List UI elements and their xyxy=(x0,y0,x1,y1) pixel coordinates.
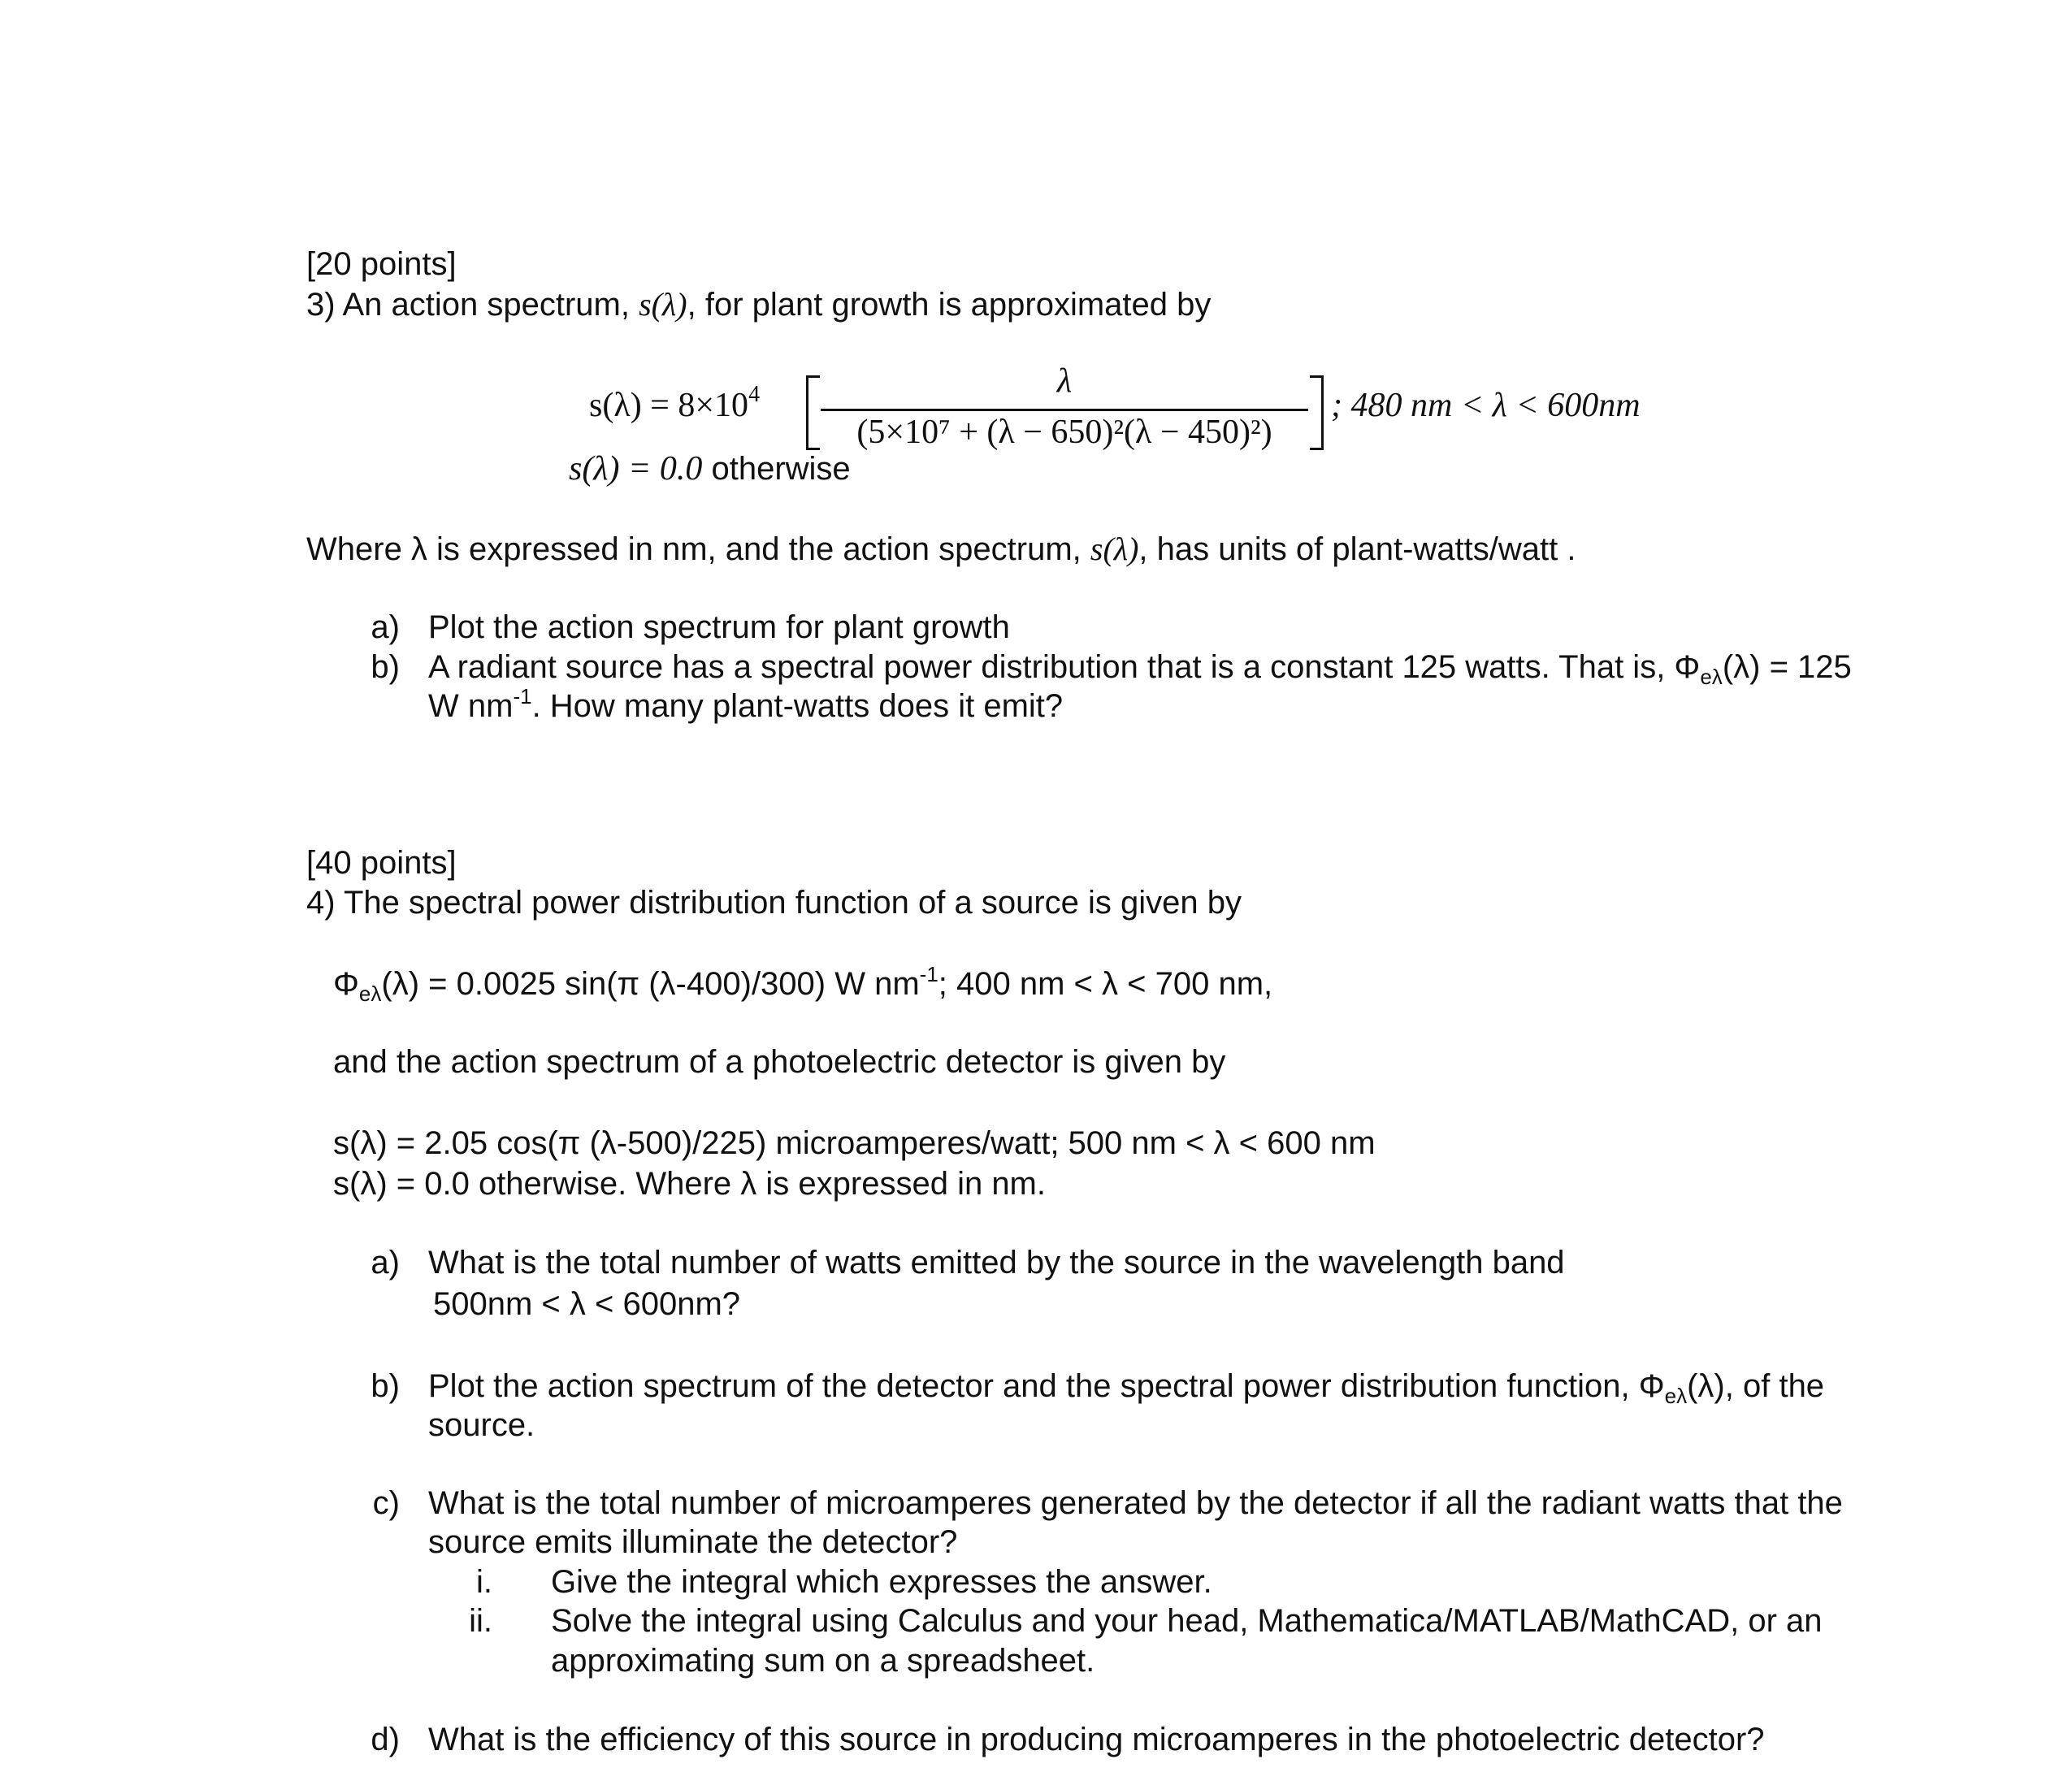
q4-ci-text: Give the integral which expresses the answer. xyxy=(551,1564,1212,1600)
eq-left-bracket xyxy=(806,375,820,450)
eq2: s(λ) = 0.0 otherwise xyxy=(569,450,851,488)
q4-cii-label: ii. xyxy=(469,1603,492,1639)
q3-intro xyxy=(306,285,1211,324)
phi-subscript: eλ xyxy=(1700,665,1723,689)
q3-b-label: b) xyxy=(371,649,400,685)
eq-lhs: $s(\lambda) = 8\times 10^4$ xyxy=(589,382,761,424)
q3-points: [20 points] xyxy=(306,246,457,282)
q4-c-line1: What is the total number of microamperes generated by the detector if all the radiant watts that the xyxy=(428,1485,1843,1521)
q4-c-line2: source emits illuminate the detector? xyxy=(428,1524,958,1560)
q4-phi-equation: $\Phi_{e\lambda}(\lambda) = 0.0025$ sin(π (λ-400)/300) W $nm^{-1}$; 400 nm < λ < 700 nm, xyxy=(333,962,1273,1006)
q4-points: [40 points] xyxy=(306,845,457,881)
q4-intro: 4) The spectral power distribution function of a source is given by xyxy=(306,885,1242,921)
q3-where-func: s(λ) xyxy=(1090,531,1139,567)
q3-where-pre: Where λ is expressed in nm, and the action spectrum, xyxy=(306,531,1090,567)
q4-b-line2: source. xyxy=(428,1407,535,1443)
q4-b-line1: Plot the action spectrum of the detector and the spectral power distribution function, $\Phi_{e\lambda}(\lambda)$, of the xyxy=(428,1368,1825,1408)
eq-range: ; 480 nm < λ < 600nm xyxy=(1331,387,1641,424)
q4-cii-line1: Solve the integral using Calculus and your head, Mathematica/MATLAB/MathCAD, or an xyxy=(551,1603,1823,1639)
eq-numerator: λ xyxy=(1056,362,1073,400)
q4-s-line1: s(λ) = 2.05 cos(π (λ-500)/225) microamperes/watt; 500 nm < λ < 600 nm xyxy=(333,1125,1376,1161)
q4-c-label: c) xyxy=(372,1485,400,1521)
q4-and-line: and the action spectrum of a photoelectric detector is given by xyxy=(333,1044,1226,1080)
unit-superscript: -1 xyxy=(513,684,532,708)
eq-exponent: 4 xyxy=(748,382,761,407)
eq-right-bracket xyxy=(1310,375,1324,450)
q4-s-line2: s(λ) = 0.0 otherwise. Where λ is expressed in nm. xyxy=(333,1166,1046,1202)
q3-intro-pre: 3) An action spectrum, xyxy=(306,287,639,323)
q3-a-text: Plot the action spectrum for plant growth xyxy=(428,609,1010,645)
q3-intro-func: s(λ) xyxy=(639,286,687,323)
q4-b-label: b) xyxy=(371,1368,400,1404)
q4-ci-label: i. xyxy=(476,1564,492,1600)
q3-where-post: , has units of plant-watts/watt . xyxy=(1138,531,1576,567)
q3-b-line2: W $nm^{-1}$. How many plant-watts does it emit? xyxy=(428,684,1064,724)
q4-d-text: What is the efficiency of this source in producing microamperes in the photoelectric detector? xyxy=(428,1722,1765,1757)
q4-a-label: a) xyxy=(371,1245,400,1280)
q3-where xyxy=(306,530,1576,569)
q4-d-label: d) xyxy=(371,1722,400,1757)
q4-a-line1: What is the total number of watts emitted by the source in the wavelength band xyxy=(428,1245,1565,1280)
eq-fraction-bar xyxy=(821,409,1308,411)
q3-b-line1: A radiant source has a spectral power distribution that is a constant 125 watts. That is, $\Phi_{e\lambda}(\lambda) = 125$ xyxy=(428,649,1852,689)
q3-a-label: a) xyxy=(371,609,400,645)
q3-intro-post: , for plant growth is approximated by xyxy=(687,287,1212,323)
eq-denominator: (5×10⁷ + (λ − 650)²(λ − 450)²) xyxy=(856,414,1272,451)
q4-a-line2: 500nm < λ < 600nm? xyxy=(433,1286,741,1322)
q4-cii-line2: approximating sum on a spreadsheet. xyxy=(551,1643,1095,1679)
